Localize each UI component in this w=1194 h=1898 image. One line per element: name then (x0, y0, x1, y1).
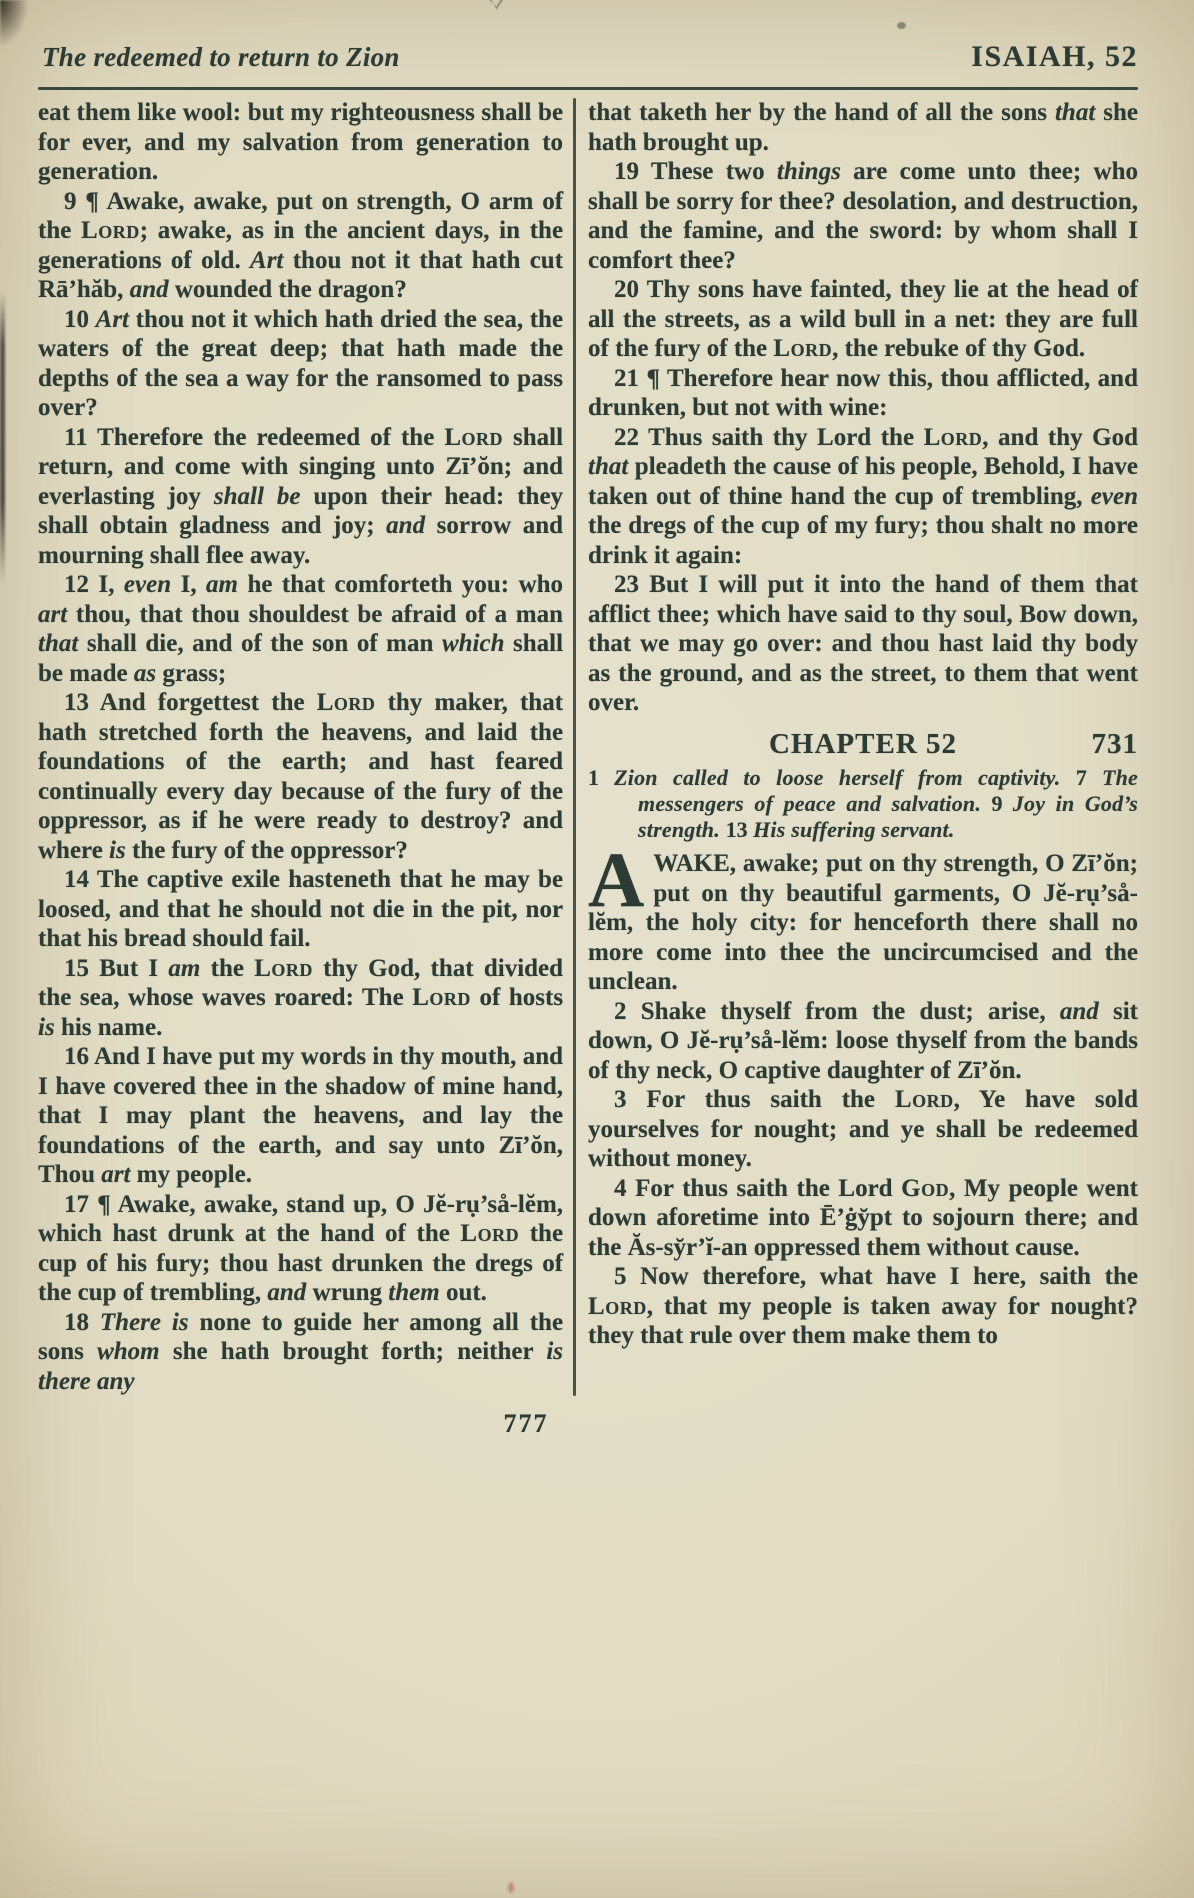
body-text: eat them like wool: but my righteousness shall be for ever, and my salvation from generation to generation. (38, 99, 564, 185)
body-text: the dregs of the cup of my fury; thou shalt no more drink it again: (588, 512, 1138, 569)
left-column (38, 98, 563, 1396)
italic-text: is (109, 836, 126, 864)
chapter-summary (588, 765, 1138, 843)
body-text: sit down, O Jĕ-rụ’så-lĕm: loose thyself from the bands of thy neck, O captive daughter of Zī’ŏn. (588, 997, 1138, 1084)
body-text: she hath brought forth; neither (159, 1338, 547, 1365)
body-text: the (200, 954, 255, 982)
italic-text: is (38, 1013, 55, 1041)
body-text: shall die, and of the son of man (78, 630, 442, 657)
italic-text: Zion called to loose herself from captivity. (614, 765, 1076, 790)
body-text: 4 For thus saith the Lord (614, 1174, 902, 1202)
body-text: , My people went down aforetime into Ē’ġy̆pt to sojourn there; and the Ăs-sy̆r’ĭ-an oppressed them without cause. (588, 1174, 1138, 1261)
body-text: 15 But I (64, 954, 169, 982)
body-text: 1 (588, 765, 615, 790)
verse-paragraph (38, 423, 563, 571)
scan-stain-top-left (0, 0, 28, 46)
italic-text: There is (99, 1308, 189, 1336)
body-text: 5 Now therefore, what have I here, saith the (614, 1263, 1138, 1290)
body-text: 2 Shake thyself from the dust; arise, (614, 997, 1060, 1025)
smallcaps-divine-name: Lord (894, 1086, 954, 1113)
body-text: sorrow and mourning shall flee away. (38, 512, 564, 569)
smallcaps-divine-name: Lord (316, 689, 376, 716)
chapter-side-number: 731 (1091, 727, 1138, 760)
italic-text: art (38, 600, 68, 628)
italic-text: is there any (38, 1338, 564, 1395)
verse-paragraph (588, 275, 1138, 364)
italic-text: am (206, 571, 238, 598)
verse-paragraph (588, 423, 1138, 571)
verse-paragraph (588, 1262, 1138, 1351)
body-text: 17 ¶ Awake, awake, stand up, O Jĕ-rụ’så-lĕm, which hast drunk at the hand of the (38, 1190, 564, 1247)
italic-text: am (168, 954, 201, 982)
smallcaps-divine-name: God (901, 1174, 950, 1202)
body-text: 7 (1075, 765, 1102, 790)
verse-paragraph (38, 98, 563, 187)
scan-mark-top-center (489, 0, 503, 10)
body-text: thy God, that divided the sea, whose waves roared: The (38, 954, 564, 1011)
smallcaps-divine-name: Lord (923, 423, 983, 451)
page-content (38, 40, 1138, 1439)
verse-paragraph (38, 1042, 563, 1190)
body-text: upon their head: they shall obtain gladness and joy; (38, 482, 564, 539)
body-text: 19 These two (614, 158, 777, 185)
body-text: ; awake, as in the ancient days, in the generations of old. (38, 217, 564, 274)
body-text: 18 (64, 1308, 100, 1336)
smallcaps-divine-name: Lord (444, 423, 504, 451)
verse-paragraph (588, 98, 1138, 157)
italic-text: whom (97, 1338, 160, 1365)
column-divider (573, 98, 576, 1396)
italic-text: and (1059, 997, 1099, 1025)
verse-paragraph (38, 865, 563, 954)
verse-paragraph (588, 836, 1138, 997)
italic-text: that (38, 630, 79, 657)
body-text: thou, that thou shouldest be afraid of a man (67, 600, 564, 628)
italic-text: Joy in God’s strength. (638, 791, 1138, 842)
italic-text: The messengers of peace and salvation. (638, 765, 1138, 816)
body-text: are come unto thee; who shall be sorry for thee? desolation, and destruction, and the famine, and the sword: by whom shall I comfort thee? (588, 158, 1138, 274)
verse-paragraph (588, 157, 1138, 275)
italic-text: Art (95, 305, 129, 333)
drop-cap: A (588, 836, 645, 923)
body-text: the fury of the oppressor? (125, 836, 408, 864)
smallcaps-divine-name: Lord (412, 984, 471, 1011)
body-text: wounded the dragon? (168, 276, 407, 303)
italic-text: and (267, 1279, 307, 1306)
running-head-book-chapter: ISAIAH, 52 (971, 40, 1138, 73)
body-text: , that my people is taken away for nought? they that rule over them make them to (588, 1292, 1138, 1349)
body-text: shall be made (38, 630, 564, 687)
body-text: out. (439, 1279, 487, 1306)
page-number: 777 (503, 1409, 549, 1438)
body-text: 14 The captive exile hasteneth that he may be loosed, and that he should not die in the pit, nor that his bread should fail. (38, 866, 564, 952)
body-text: that taketh her by the hand of all the sons (588, 99, 1055, 126)
italic-text: art (101, 1161, 131, 1188)
body-text: thou not it which hath dried the sea, the waters of the great deep; that hath made the depths of the sea a way for the ransomed to pass over? (38, 305, 564, 421)
body-text: wrung (306, 1279, 389, 1306)
smallcaps-divine-name: Lord (773, 335, 833, 362)
scan-mark-red (508, 1882, 514, 1893)
body-text: 9 ¶ Awake, awake, put on strength, O arm of the (38, 187, 564, 244)
body-text: I, (171, 571, 207, 598)
verse-paragraph (38, 954, 563, 1043)
body-text: , the rebuke of thy God. (832, 335, 1086, 362)
italic-text: His suffering servant. (753, 817, 955, 842)
body-text: she hath brought up. (588, 99, 1138, 156)
body-text: 13 (725, 817, 754, 842)
verse-paragraph (588, 570, 1138, 718)
verse-paragraph (588, 364, 1138, 423)
body-text: 11 Therefore the redeemed of the (64, 423, 445, 451)
body-text: 10 (64, 305, 96, 333)
scan-speck (897, 22, 906, 29)
italic-text: things (776, 158, 841, 185)
header-rule (38, 87, 1138, 90)
verse-paragraph (588, 1174, 1138, 1263)
body-text: grass; (156, 659, 227, 687)
body-text: 23 But I will put it into the hand of them that afflict thee; which have said to thy soul, Bow down, that we may go over: and thou hast laid thy body as the ground, and as the street, to them that went over. (588, 571, 1138, 716)
body-text: WAKE, awake; put on thy strength, O Zī’ŏn; put on thy beautiful garments, O Jĕ-rụ’så-lĕm, the holy city: for henceforth there shall no more come into thee the uncircumcised and the unclean. (588, 850, 1138, 995)
running-head-title: The redeemed to return to Zion (42, 42, 400, 72)
italic-text: and (129, 276, 169, 303)
italic-text: as (133, 659, 157, 687)
body-text: thy maker, that hath stretched forth the heavens, and laid the foundations of the earth; and hast feared continually every day because of the fury of the oppressor, as if he were ready to destroy? and where (38, 689, 564, 864)
body-text: , and thy God (982, 423, 1138, 451)
italic-text: and (386, 512, 426, 539)
italic-text: that (588, 453, 629, 480)
smallcaps-divine-name: Lord (588, 1292, 647, 1320)
body-text: 12 I, (64, 571, 124, 598)
body-text: 3 For thus saith the (614, 1086, 895, 1113)
body-text: none to guide her among all the sons (38, 1308, 564, 1365)
italic-text: even (1090, 482, 1138, 510)
body-text: 16 And I have put my words in thy mouth, and I have covered thee in the shadow of mine hand, that I may plant the heavens, and lay the foundations of the earth, and say unto Zī’ŏn, Thou (38, 1043, 564, 1188)
italic-text: shall be (213, 482, 301, 510)
verse-paragraph (38, 1190, 563, 1308)
body-text: of hosts (470, 984, 564, 1011)
verse-paragraph (38, 1308, 563, 1397)
italic-text: them (388, 1279, 440, 1306)
scan-streak-left-edge (0, 292, 5, 584)
body-text: shall return, and come with singing unto Zī’ŏn; and everlasting joy (38, 423, 564, 510)
body-text: his name. (54, 1013, 163, 1041)
smallcaps-divine-name: Lord (81, 217, 140, 244)
body-text: he that comforteth you: who (238, 571, 564, 598)
italic-text: which (441, 630, 505, 657)
italic-text: Art (250, 246, 284, 274)
verse-paragraph (38, 305, 563, 423)
verse-paragraph (38, 688, 563, 865)
verse-paragraph (38, 187, 563, 305)
body-text: pleadeth the cause of his people, Behold, I have taken out of thine hand the cup of trembling, (588, 453, 1138, 510)
smallcaps-divine-name: Lord (254, 954, 313, 982)
body-text: 13 And forgettest the (64, 689, 317, 716)
two-column-text (38, 98, 1138, 1396)
italic-text: that (1054, 99, 1096, 126)
italic-text: even (123, 571, 172, 598)
running-head (38, 40, 1138, 74)
smallcaps-divine-name: Lord (460, 1220, 520, 1247)
chapter-title: CHAPTER 52 (768, 727, 958, 760)
body-text: 9 (991, 791, 1013, 816)
body-text: 22 Thus saith thy Lord the (614, 423, 924, 451)
body-text: 21 ¶ Therefore hear now this, thou afflicted, and drunken, but not with wine: (588, 364, 1138, 421)
body-text: , Ye have sold yourselves for nought; and ye shall be redeemed without money. (588, 1086, 1138, 1172)
verse-paragraph (38, 570, 563, 688)
right-column (588, 98, 1138, 1396)
verse-paragraph (588, 1085, 1138, 1174)
body-text: my people. (130, 1161, 252, 1188)
verse-paragraph (588, 997, 1138, 1086)
chapter-heading (588, 727, 1138, 760)
body-text: the cup of his fury; thou hast drunken the dregs of the cup of trembling, (38, 1220, 564, 1306)
body-text: thou not it that hath cut Rā’hăb, (38, 246, 564, 303)
body-text: 20 Thy sons have fainted, they lie at the head of all the streets, as a wild bull in a net: they are full of the fury of the (588, 276, 1138, 362)
